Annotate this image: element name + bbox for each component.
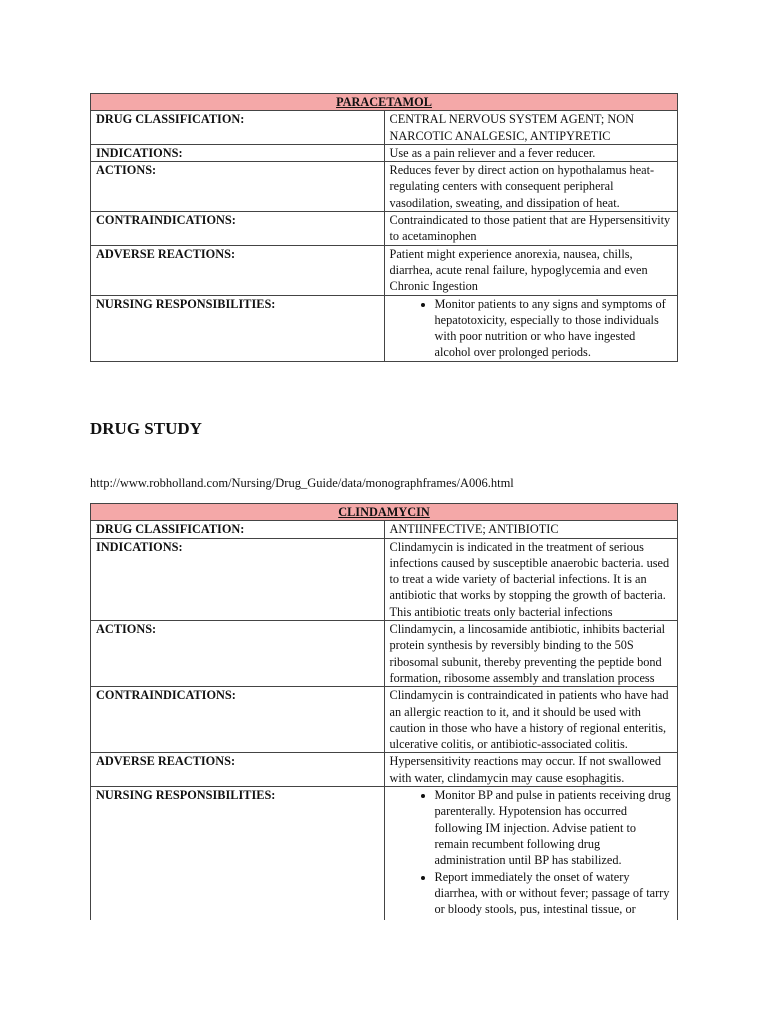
table-row — [91, 245, 678, 295]
drug-name-row — [91, 504, 678, 521]
list-item: • Monitor patients to any signs and symptoms of hepatotoxicity, especially to those individuals with poor nutrition or who have ingested alcohol over prolonged periods. — [435, 296, 673, 361]
drug-name: PARACETAMOL — [91, 94, 678, 111]
row-label: DRUG CLASSIFICATION: — [91, 521, 385, 538]
row-label: CONTRAINDICATIONS: — [91, 687, 385, 753]
source-url: http://www.robholland.com/Nursing/Drug_Guide/data/monographframes/A006.html — [90, 476, 514, 490]
table-row — [91, 295, 678, 361]
row-value: Hypersensitivity reactions may occur. If not swallowed with water, clindamycin may cause esophagitis. — [384, 753, 678, 787]
row-value: Clindamycin is contraindicated in patients who have had an allergic reaction to it, and it should be used with caution in those who have a history of regional enteritis, ulcerative colitis, or antibiotic-associated colitis. — [384, 687, 678, 753]
row-value: Clindamycin, a lincosamide antibiotic, inhibits bacterial protein synthesis by reversibly binding to the 50S ribosomal subunit, thereby preventing the peptide bond formation, ribosome assembly and translation process — [384, 621, 678, 687]
table-row — [91, 621, 678, 687]
row-label: ACTIONS: — [91, 162, 385, 212]
table-row — [91, 111, 678, 145]
section-heading: DRUG STUDY — [90, 419, 202, 438]
nursing-list — [390, 296, 673, 361]
row-label: ADVERSE REACTIONS: — [91, 753, 385, 787]
table-row — [91, 521, 678, 538]
table-row — [91, 538, 678, 620]
row-label: NURSING RESPONSIBILITIES: — [91, 787, 385, 951]
page-cutoff — [0, 920, 768, 1024]
row-label: CONTRAINDICATIONS: — [91, 212, 385, 246]
table-row — [91, 162, 678, 212]
clindamycin-table — [90, 503, 678, 951]
row-value: Clindamycin is indicated in the treatment of serious infections caused by susceptible anaerobic bacteria. used to treat a wide variety of bacterial infections. It is an antibiotic that works by stopping the growth of bacteria. This antibiotic treats only bacterial infections — [384, 538, 678, 620]
table-row — [91, 753, 678, 787]
row-label: INDICATIONS: — [91, 144, 385, 161]
list-item: • Report immediately the onset of watery diarrhea, with or without fever; passage of tarry or bloody stools, pus, intestinal tissue, or — [435, 869, 673, 950]
row-value: Use as a pain reliever and a fever reducer. — [384, 144, 678, 161]
row-label: DRUG CLASSIFICATION: — [91, 111, 385, 145]
table-row — [91, 144, 678, 161]
list-item: • Monitor BP and pulse in patients receiving drug parenterally. Hypotension has occurred following IM injection. Advise patient to remain recumbent following drug administration until BP has stabilized. — [435, 787, 673, 868]
table-row — [91, 212, 678, 246]
row-value: Contraindicated to those patient that are Hypersensitivity to acetaminophen — [384, 212, 678, 246]
row-label: ACTIONS: — [91, 621, 385, 687]
row-value: Reduces fever by direct action on hypothalamus heat-regulating centers with consequent peripheral vasodilation, sweating, and dissipation of heat. — [384, 162, 678, 212]
paracetamol-table — [90, 93, 678, 362]
drug-name: CLINDAMYCIN — [91, 504, 678, 521]
row-value: CENTRAL NERVOUS SYSTEM AGENT; NON NARCOTIC ANALGESIC, ANTIPYRETIC — [384, 111, 678, 145]
table-row — [91, 687, 678, 753]
row-label: INDICATIONS: — [91, 538, 385, 620]
row-value: Patient might experience anorexia, nausea, chills, diarrhea, acute renal failure, hypoglycemia and even Chronic Ingestion — [384, 245, 678, 295]
row-value — [384, 295, 678, 361]
row-label: NURSING RESPONSIBILITIES: — [91, 295, 385, 361]
drug-name-row — [91, 94, 678, 111]
row-label: ADVERSE REACTIONS: — [91, 245, 385, 295]
row-value: ANTIINFECTIVE; ANTIBIOTIC — [384, 521, 678, 538]
